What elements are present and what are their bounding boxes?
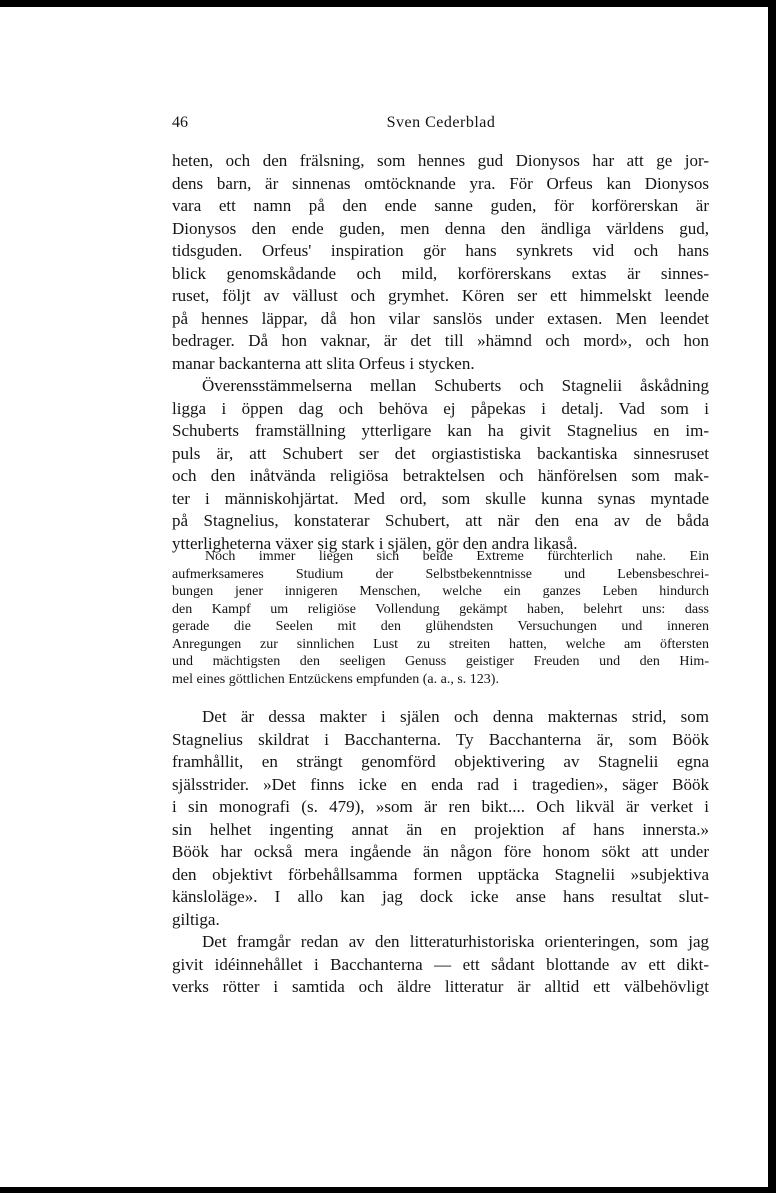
text-line: Dionysos den ende guden, men denna den ändliga världens gud, <box>172 218 709 238</box>
quote-line: und mächtigsten den seeligen Genuss geistiger Freuden und den Him- <box>172 654 709 669</box>
text-line: på hennes läppar, då hon vilar sanslös under extasen. Men leendet <box>172 308 709 328</box>
text-line: ytterligheterna växer sig stark i själen, gör den andra likaså. <box>172 533 578 553</box>
text-line: ruset, följt av vällust och grymhet. Kören ser ett himmelskt leende <box>172 286 709 305</box>
quote-line: Noch immer liegen sich beide Extreme fürchterlich nahe. Ein <box>205 549 709 564</box>
quote-line: den Kampf um religiöse Vollendung gekämpt haben, belehrt uns: dass <box>172 601 709 617</box>
text-line: Det framgår redan av den litteraturhistoriska orienteringen, som jag <box>202 932 709 951</box>
text-line: Det är dessa makter i själen och denna makternas strid, som <box>202 707 709 726</box>
block-quote <box>172 548 709 688</box>
page-header <box>172 114 710 134</box>
text-line: dens barn, är sinnenas omtöcknande yra. För Orfeus kan Dionysos <box>172 173 709 193</box>
text-line: tidsguden. Orfeus' inspiration gör hans synkrets vid och hans <box>172 241 709 260</box>
quote-line: bungen jener innigeren Menschen, welche ein ganzes Leben hindurch <box>172 584 709 599</box>
text-line: framhållit, en strängt genomförd objektivering av Stagnelii egna <box>172 752 709 771</box>
text-line: sin helhet ingenting annat än en projektion af hans innersta.» <box>172 819 709 839</box>
text-line: själsstrider. »Det finns icke en enda rad i tragedien», säger Böök <box>172 774 709 794</box>
text-line: bedrager. Då hon vaknar, är det till »hämnd och mord», och hon <box>172 331 709 350</box>
quote-line: Anregungen zur sinnlichen Lust zu streiten hatten, welche am öftersten <box>172 636 709 652</box>
text-line: Schuberts framställning ytterligare kan ha givit Stagnelius en im- <box>172 421 709 440</box>
running-head: Sven Cederblad <box>386 114 496 131</box>
text-line: giltiga. <box>172 909 220 929</box>
text-line: manar backanterna att slita Orfeus i stycken. <box>172 353 475 373</box>
text-line: heten, och den frälsning, som hennes gud Dionysos har att ge jor- <box>172 151 709 170</box>
text-line: puls är, att Schubert ser det orgiastistiska backantiska sinnesruset <box>172 443 709 463</box>
text-line: Stagnelius skildrat i Bacchanterna. Ty Bacchanterna är, som Böök <box>172 729 709 749</box>
text-line: Överensstämmelserna mellan Schuberts och Stagnelii åskådning <box>202 376 709 395</box>
quote-line: mel eines göttlichen Entzückens empfunden (a. a., s. 123). <box>172 671 499 687</box>
quote-line: gerade die Seelen mit den glühendsten Versuchungen und inneren <box>172 619 709 634</box>
body-text-first <box>172 150 709 555</box>
text-line: den objektivt förbehållsamma formen upptäcka Stagnelii »subjektiva <box>172 864 709 884</box>
text-line: verks rötter i samtida och äldre litteratur är alltid ett välbehövligt <box>172 977 709 996</box>
body-text-second <box>172 706 709 999</box>
quote-line: aufmerksameres Studium der Selbstbekenntnisse und Lebensbeschrei- <box>172 566 709 582</box>
text-line: givit idéinnehållet i Bacchanterna — ett sådant blottande av ett dikt- <box>172 954 709 974</box>
text-line: blick genomskådande och mild, korförerskans extas är sinnes- <box>172 263 709 283</box>
text-line: ter i människohjärtat. Med ord, som skulle kunna synas myntade <box>172 488 709 508</box>
text-line: och den inåtvända religiösa betraktelsen och hänförelsen som mak- <box>172 466 709 485</box>
text-line: i sin monografi (s. 479), »som är ren bikt.... Och likväl är verket i <box>172 797 709 816</box>
page-number: 46 <box>172 114 188 131</box>
text-line: känsloläge». I allo kan jag dock icke anse hans resultat slut- <box>172 887 709 906</box>
text-line: vara ett namn på den ende sanne guden, för korförerskan är <box>172 196 709 215</box>
text-line: på Stagnelius, konstaterar Schubert, att när den ena av de båda <box>172 511 709 530</box>
text-line: Böök har också mera ingående än någon före honom sökt att under <box>172 842 709 861</box>
text-line: ligga i öppen dag och behöva ej påpekas i detalj. Vad som i <box>172 398 709 418</box>
